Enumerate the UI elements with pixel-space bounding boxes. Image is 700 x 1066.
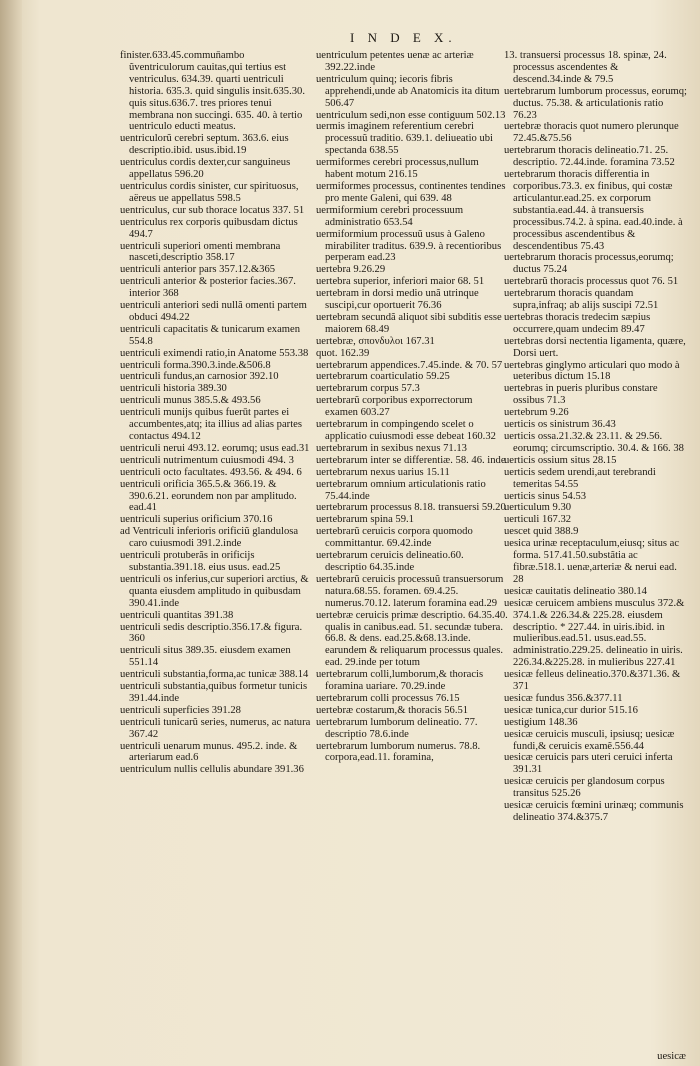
index-entry: uentriculum quinq; iecoris fibris apprehendi,unde ab Anatomicis ita ditum 506.47 xyxy=(316,73,500,109)
index-entry: uentriculi eximendi ratio,in Anatome 553.38 xyxy=(120,347,309,359)
index-entry: uertebrarum thoracis differentia in corporibus.73.3. ex finibus, qui costæ articulantur.ead.25. ex corporum substantia.ead.44. à transuersis processibus.74.2. à spina. ead.40.inde. à processibus ascendentibus & descendentibus 75.43 xyxy=(504,169,683,252)
index-entry: uentriculi orificia 365.5.& 366.19. & 390.6.21. eorundem non par amplitudo. ead.41 xyxy=(120,478,297,514)
index-entry: uentriculi superiori omenti membrana nasceti,descriptio 358.17 xyxy=(120,240,281,264)
index-entry: uentriculi os inferius,cur superiori arctius, & quanta eiusdem amplitudo in quibusdam 390.41.inde xyxy=(120,573,309,609)
index-entry: uertebrarum lumborum numerus. 78.8. corpora,ead.11. foramina, xyxy=(316,740,481,764)
index-entry: quot. 162.39 xyxy=(316,347,370,359)
index-entry: uentriculi fundus,an carnosior 392.10 xyxy=(120,371,279,383)
index-entry: uestigium 148.36 xyxy=(504,716,578,728)
index-entry: uertebrarum nexus uarius 15.11 xyxy=(316,466,450,478)
index-entry: uentriculum sedi,non esse contiguum 502.13 xyxy=(316,109,506,121)
index-entry: uentriculi protuberãs in orificijs substantia.391.18. eius usus. ead.25 xyxy=(120,550,281,573)
index-entry: uertebras thoracis tredecim sæpius occurrere,quam undecim 89.47 xyxy=(504,311,651,335)
index-entry: uentriculi octo facultates. 493.56. & 494. 6 xyxy=(120,466,302,478)
index-entry: uertebrum 9.26 xyxy=(504,407,569,419)
index-column-2 xyxy=(316,50,508,764)
index-entry: uertebrarum colli,lumborum,& thoracis foramina uariare. 70.29.inde xyxy=(316,669,484,693)
index-entry: uertebrarum omnium articulationis ratio 75.44.inde xyxy=(316,478,486,502)
index-entry: uerticis sinus 54.53 xyxy=(504,490,587,502)
index-entry: uertebras dorsi nectentia ligamenta, quære, Dorsi uert. xyxy=(504,335,686,359)
index-entry: uertebrarum appendices.7.45.inde. & 70. 57 xyxy=(316,359,503,371)
index-entry: uentriculi munijs quibus fuerūt partes ei accumbentes,atq; ita illius ad alias partes contactus 494.12 xyxy=(120,407,302,442)
index-entry: uertebram secundã aliquot sibi subditis esse maiorem 68.49 xyxy=(316,311,502,335)
index-entry: uentriculum nullis cellulis abundare 391.36 xyxy=(120,764,304,776)
index-entry: uentriculus cordis dexter,cur sanguineus appellatus 596.20 xyxy=(120,157,291,181)
index-entry: uesicæ tunica,cur durior 515.16 xyxy=(504,704,638,716)
index-entry: uermis imaginem referentium cerebri processuũ traditio. 639.1. deliueatio ubi spectanda 638.55 xyxy=(316,121,493,157)
index-entry: uentriculi sedis descriptio.356.17.& figura. 360 xyxy=(120,621,303,645)
index-entry: uentriculi anterior pars 357.12.&365 xyxy=(120,264,276,276)
index-entry: uentriculi superius orificium 370.16 xyxy=(120,514,273,526)
index-entry: uentriculi anteriori sedi nullã omenti partem obduci 494.22 xyxy=(120,300,307,323)
index-entry: uentriculi substantia,quibus formetur tunicis 391.44.inde xyxy=(120,681,308,704)
index-entry: uentriculus, cur sub thorace locatus 337. 51 xyxy=(120,204,305,216)
index-entry: uentriculi capacitatis & tunicarum examen 554.8 xyxy=(120,323,301,347)
index-entry: uerticulum 9.30 xyxy=(504,502,572,514)
index-entry: uesicæ ceruicis musculi, ipsiusq; uesicæ fundi,& ceruicis examẽ.556.44 xyxy=(504,728,675,752)
index-entry: uertebrarum thoracis quandam supra,infraq; ab alijs suscipi 72.51 xyxy=(504,288,659,312)
index-entry: uertebrarũ ceruicis corpora quomodo committantur. 69.42.inde xyxy=(316,526,473,550)
index-entry: uermiformes processus, continentes tendines pro mente Galeni, qui 639. 48 xyxy=(316,180,506,204)
index-entry: uesica urinæ receptaculum,eiusq; situs ac forma. 517.41.50.substãtia ac fibræ.518.1. uenæ,arteriæ & nerui ead. 28 xyxy=(504,538,680,585)
index-entry: uerticis os sinistrum 36.43 xyxy=(504,419,616,431)
index-entry: uertebrarum corpus 57.3 xyxy=(316,383,420,395)
index-entry: uertebrarum thoracis processus,eorumq; ductus 75.24 xyxy=(504,252,674,276)
index-entry: uerticis sedem urendi,aut terebrandi temeritas 54.55 xyxy=(504,466,656,490)
index-entry: uertebram in dorsi medio unã utrinque suscipi,cur oportuerit 76.36 xyxy=(316,288,479,312)
index-entry: uentriculi substantia,forma,ac tunicæ 388.14 xyxy=(120,669,309,681)
index-entry: uertebræ thoracis quot numero plerunque 72.45.&75.56 xyxy=(504,121,679,145)
index-entry: uertebrarum colli processus 76.15 xyxy=(316,692,460,704)
index-entry: uentriculi superficies 391.28 xyxy=(120,704,241,716)
index-entry: uermiformes cerebri processus,nullum habent motum 216.15 xyxy=(316,157,479,181)
index-entry: uertebrarum inter se differentiæ. 58. 46. inde xyxy=(316,454,506,466)
index-entry: uertebræ, σπονδυλοι 167.31 xyxy=(316,335,435,347)
index-entry: uerticis ossa.21.32.& 23.11. & 29.56. eorumq; circumscriptio. 30.4. & 166. 38 xyxy=(504,431,684,454)
index-entry: uertebrarum spina 59.1 xyxy=(316,514,414,526)
index-entry: uentriculum petentes uenæ ac arteriæ 392.22.inde xyxy=(316,50,474,73)
index-entry: uesicæ cauitatis delineatio 380.14 xyxy=(504,585,647,597)
index-entry: uertebrarum coarticulatio 59.25 xyxy=(316,371,450,383)
index-entry: uertebrarum lumborum processus, eorumq; ductus. 75.38. & articulationis ratio 76.23 xyxy=(504,85,687,121)
index-entry: uermiformium processuũ usus à Galeno mirabiliter traditus. 639.9. à recentioribus perperam ead.23 xyxy=(316,228,502,264)
index-entry: uertebræ ceruicis primæ descriptio. 64.35.40. qualis in canibus.ead. 51. secundæ tubera. 66.8. & dens. ead.25.&68.13.inde. earundem & reliquarum processus quales. ead. 29.inde per totum xyxy=(316,609,508,669)
index-entry: uentriculus rex corporis quibusdam dictus 494.7 xyxy=(120,216,298,240)
index-entry: uertebrarum ceruicis delineatio.60. descriptio 64.35.inde xyxy=(316,550,464,573)
binding-gutter xyxy=(0,0,22,1066)
index-entry: uertebras ginglymo articulari quo modo à ueteribus dictum 15.18 xyxy=(504,359,680,383)
index-entry: uentriculi munus 385.5.& 493.56 xyxy=(120,395,261,407)
index-entry: uentriculi situs 389.35. eiusdem examen 551.14 xyxy=(120,645,291,669)
index-entry: uentriculi tunicarũ series, numerus, ac natura 367.42 xyxy=(120,716,311,740)
index-entry: uertebrarũ thoracis processus quot 76. 51 xyxy=(504,276,679,288)
running-title: I N D E X. xyxy=(350,30,457,45)
index-column-3 xyxy=(504,50,689,824)
index-entry: ad Ventriculi inferioris orificiũ glandulosa caro cuiusmodi 391.2.inde xyxy=(120,526,299,550)
index-entry: uermiformium cerebri processuum administratio 653.54 xyxy=(316,204,464,228)
index-entry: uerticuli 167.32 xyxy=(504,514,572,526)
index-entry: uertebra superior, inferiori maior 68. 51 xyxy=(316,276,485,288)
index-entry: uertebrarũ corporibus exporrectorum examen 603.27 xyxy=(316,395,473,419)
index-column-1 xyxy=(120,50,312,776)
index-entry: uertebræ costarum,& thoracis 56.51 xyxy=(316,704,469,716)
index-entry: uerticis ossium situs 28.15 xyxy=(504,454,617,466)
index-entry: uertebrarũ ceruicis processuũ transuersorum natura.68.55. foramen. 69.4.25. numerus.70.12. laterum foramina ead.29 xyxy=(316,573,504,609)
index-entry: uesicæ felleus delineatio.370.&371.36. & 371 xyxy=(504,669,681,693)
index-entry: finister.633.45.commun̄ambo ũventriculorum cauitas,qui tertius est ventriculus. 634.39. quarti uentriculi historia. 635.3. quid singulis insit.635.30. quis situs.636.7. tres priores tenui membrana non succingi. 635. 40. à tertio uentriculo educti meatus. xyxy=(120,50,305,133)
index-entry: uentriculi quantitas 391.38 xyxy=(120,609,234,621)
index-entry: 13. transuersi processus 18. spinæ, 24. processus ascendentes & descend.34.inde & 79.5 xyxy=(504,50,667,85)
index-entry: uertebrarum lumborum delineatio. 77. descriptio 78.6.inde xyxy=(316,716,478,740)
index-entry: uentriculi nerui 493.12. eorumq; usus ead.31 xyxy=(120,442,310,454)
index-entry: uentriculi nutrimentum cuiusmodi 494. 3 xyxy=(120,454,294,466)
catchword: uesicæ xyxy=(657,1051,686,1062)
index-entry: uentriculorũ cerebri septum. 363.6. eius descriptio.ibid. usus.ibid.19 xyxy=(120,133,289,157)
index-entry: uentriculus cordis sinister, cur spirituosus, aëreus ue appellatus 598.5 xyxy=(120,180,299,204)
index-entry: uertebrarum in sexibus nexus 71.13 xyxy=(316,442,467,454)
index-entry: uentriculi anterior & posterior facies.367. interior 368 xyxy=(120,276,296,300)
index-entry: uesicæ ceruicis pars uteri ceruici inferta 391.31 xyxy=(504,752,673,776)
index-entry: uertebrarum thoracis delineatio.71. 25. descriptio. 72.44.inde. foramina 73.52 xyxy=(504,145,675,169)
index-entry: uertebra 9.26.29 xyxy=(316,264,386,276)
index-entry: uesicæ ceruicem ambiens musculus 372.& 374.1.& 226.34.& 225.28. eiusdem descriptio. * 227.44. in uiris.ibid. in mulieribus.ead.51. usus.ead.55. administratio.229.25. delineatio in uiris. 226.34.&225.28. in mulieribus 227.41 xyxy=(504,597,685,669)
index-entry: uertebrarum processus 8.18. transuersi 59.20 xyxy=(316,502,506,514)
index-entry: uentriculi historia 389.30 xyxy=(120,383,227,395)
index-entry: uentriculi forma.390.3.inde.&506.8 xyxy=(120,359,271,371)
index-entry: uescet quid 388.9 xyxy=(504,526,579,538)
index-entry: uesicæ fundus 356.&377.11 xyxy=(504,692,623,704)
index-entry: uentriculi uenarum munus. 495.2. inde. & arteriarum ead.6 xyxy=(120,740,298,764)
index-entry: uertebras in pueris pluribus constare ossibus 71.3 xyxy=(504,383,658,407)
index-entry: uesicæ ceruicis fœmini urinæq; communis delineatio 374.&375.7 xyxy=(504,800,684,823)
index-entry: uertebrarum in compingendo scelet o applicatio cuiusmodi esse debeat 160.32 xyxy=(316,419,496,442)
index-entry: uesicæ ceruicis per glandosum corpus transitus 525.26 xyxy=(504,776,665,800)
